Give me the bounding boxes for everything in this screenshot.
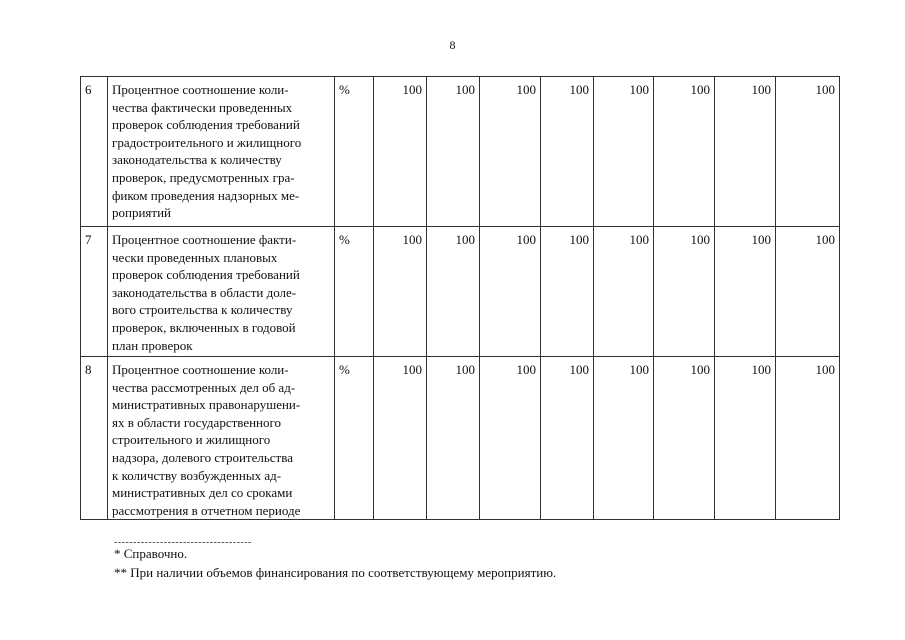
description-line: проверок, включенных в годовой xyxy=(112,319,296,335)
row-unit: % xyxy=(335,357,374,520)
description-line: законодательства к количеству xyxy=(112,152,282,168)
value-cell: 100 xyxy=(374,357,427,520)
description-line: законодательства в области доле- xyxy=(112,284,297,300)
description-line: проверок, предусмотренных гра- xyxy=(112,169,295,185)
value-cell: 100 xyxy=(594,77,654,227)
description-line: проверок соблюдения требований xyxy=(112,267,300,283)
description-line: вого строительства к количеству xyxy=(112,302,293,318)
value-cell: 100 xyxy=(480,227,541,357)
value-cell: 100 xyxy=(776,77,840,227)
description-line: министративных дел со сроками xyxy=(112,485,293,501)
description-line: фиком проведения надзорных ме- xyxy=(112,187,300,203)
value-cell: 100 xyxy=(541,77,594,227)
description-line: строительного и жилищного xyxy=(112,432,271,448)
value-cell: 100 xyxy=(654,227,715,357)
value-cell: 100 xyxy=(715,357,776,520)
row-number: 8 xyxy=(81,357,108,520)
table-row xyxy=(81,227,840,357)
description-line: ях в области государственного xyxy=(112,414,282,430)
value-cell: 100 xyxy=(427,357,480,520)
value-cell: 100 xyxy=(374,227,427,357)
value-cell: 100 xyxy=(594,227,654,357)
row-description xyxy=(108,357,335,520)
value-cell: 100 xyxy=(776,227,840,357)
description-line: проверок соблюдения требований xyxy=(112,117,300,133)
description-line: чества фактически проведенных xyxy=(112,99,293,115)
footnote-separator: ------------------------------------ xyxy=(114,537,252,548)
value-cell: 100 xyxy=(654,77,715,227)
description-line: рассмотрения в отчетном периоде xyxy=(112,502,301,518)
value-cell: 100 xyxy=(480,77,541,227)
table-row xyxy=(81,357,840,520)
description-line: министративных правонарушени- xyxy=(112,397,301,413)
value-cell: 100 xyxy=(480,357,541,520)
value-cell: 100 xyxy=(374,77,427,227)
value-cell: 100 xyxy=(654,357,715,520)
description-line: Процентное соотношение коли- xyxy=(112,362,289,377)
description-line: надзора, долевого строительства xyxy=(112,449,293,465)
value-cell: 100 xyxy=(776,357,840,520)
indicators-table xyxy=(80,76,840,520)
description-line: чески проведенных плановых xyxy=(112,249,278,265)
footnote-reference: * Справочно. xyxy=(114,546,188,561)
description-line: к количству возбужденных ад- xyxy=(112,467,282,483)
value-cell: 100 xyxy=(427,227,480,357)
value-cell: 100 xyxy=(715,227,776,357)
value-cell: 100 xyxy=(427,77,480,227)
row-number: 7 xyxy=(81,227,108,357)
row-number: 6 xyxy=(81,77,108,227)
footnotes xyxy=(114,544,556,582)
table-row xyxy=(81,77,840,227)
description-line: план проверок xyxy=(112,337,193,353)
value-cell: 100 xyxy=(541,357,594,520)
row-unit: % xyxy=(335,77,374,227)
row-description xyxy=(108,77,335,227)
value-cell: 100 xyxy=(715,77,776,227)
description-line: Процентное соотношение факти- xyxy=(112,232,297,247)
row-description xyxy=(108,227,335,357)
footnote-financing: ** При наличии объемов финансирования по соответствующему мероприятию. xyxy=(114,565,557,580)
description-line: чества рассмотренных дел об ад- xyxy=(112,379,296,395)
value-cell: 100 xyxy=(541,227,594,357)
description-line: Процентное соотношение коли- xyxy=(112,82,289,97)
row-unit: % xyxy=(335,227,374,357)
value-cell: 100 xyxy=(594,357,654,520)
page-number: 8 xyxy=(449,38,456,52)
description-line: градостроительного и жилищного xyxy=(112,134,302,150)
description-line: роприятий xyxy=(112,205,171,221)
